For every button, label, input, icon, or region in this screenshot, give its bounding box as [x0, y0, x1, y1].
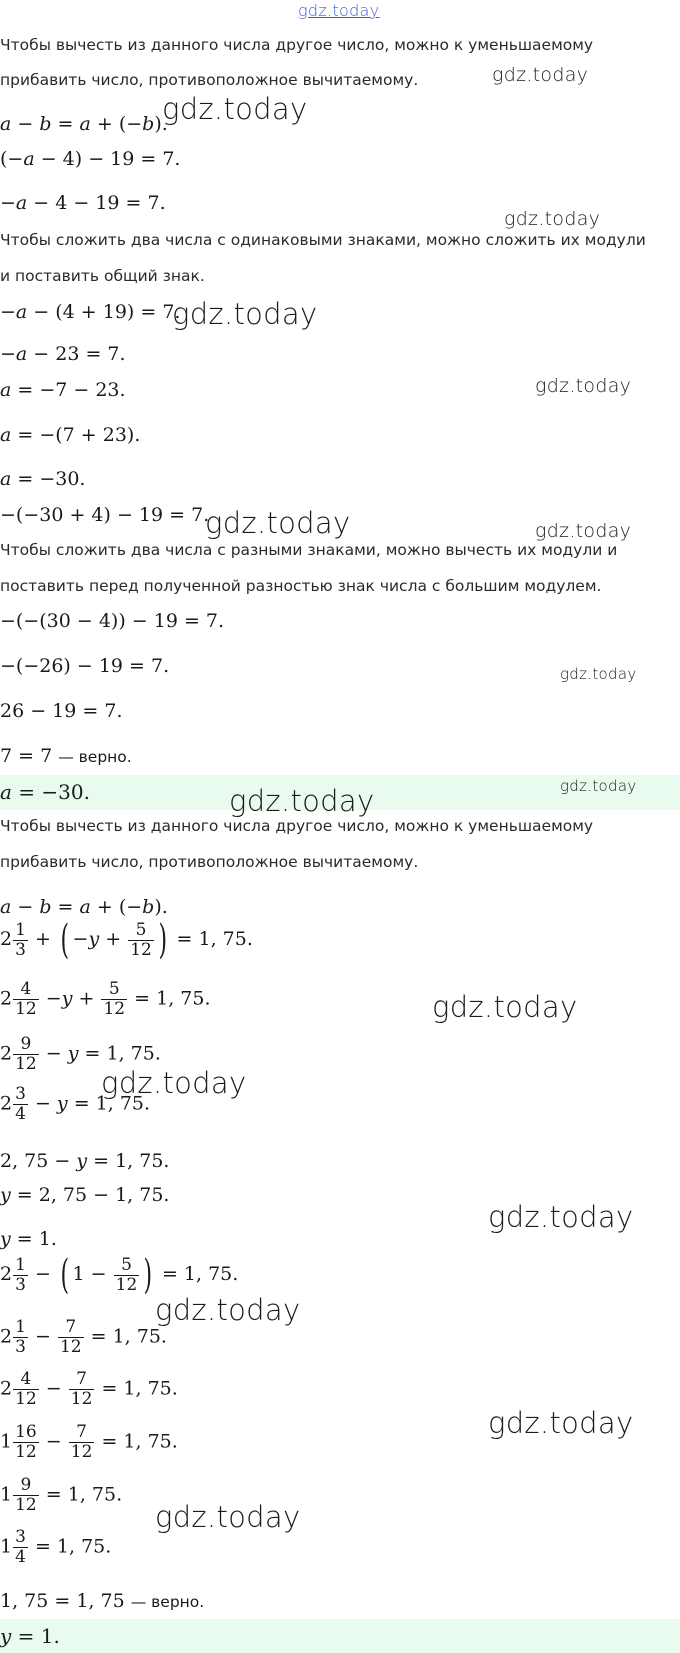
step: y = 2, 75 − 1, 75. — [0, 1184, 170, 1206]
step-check-3: 2 $\frac{4}{12}$ − $\frac{7}{12}$ = 1, 75. — [0, 1369, 178, 1409]
step-fraction-2: 2 $\frac{4}{12}$ −y + $\frac{5}{12}$ = 1, 75. — [0, 979, 211, 1019]
rule-subtract-line2: прибавить число, противоположное вычитаемому. — [0, 71, 419, 89]
step-check-1: 2 $\frac{1}{3}$ − ( 1 − $\frac{5}{12}$ ) = 1, 75. — [0, 1252, 239, 1298]
watermark-top: gdz.today — [298, 1, 380, 20]
fraction: $\frac{1}{3}$ — [15, 919, 26, 960]
watermark: gdz.today — [488, 1406, 634, 1440]
rule-subtract-line1: Чтобы вычесть из данного числа другое число, можно к уменьшаемому — [0, 817, 594, 835]
step: (−a − 4) − 19 = 7. — [0, 148, 181, 170]
answer-a: a = −30. — [0, 780, 90, 804]
watermark: gdz.today — [492, 64, 589, 86]
watermark: gdz.today — [155, 1293, 301, 1327]
step: −(−26) − 19 = 7. — [0, 655, 170, 677]
step: a − b = a + (−b). — [0, 896, 168, 918]
fraction: $\frac{5}{12}$ — [130, 919, 152, 960]
step: −a − 4 − 19 = 7. — [0, 192, 166, 214]
step: −(−30 + 4) − 19 = 7. — [0, 504, 210, 526]
rule-diff-signs-line2: поставить перед полученной разностью знак числа с большим модулем. — [0, 577, 602, 595]
watermark: gdz.today — [560, 665, 637, 683]
check-word: — верно. — [58, 748, 132, 766]
step: 2, 75 − y = 1, 75. — [0, 1150, 170, 1172]
step-fraction-1: 2 $\frac{1}{3}$ + ( −y + $\frac{5}{12}$ ) = 1, 75. — [0, 917, 253, 963]
watermark: gdz.today — [504, 208, 601, 230]
check-line: 1, 75 = 1, 75 — верно. — [0, 1590, 205, 1612]
watermark: gdz.today — [162, 92, 308, 126]
step: −(−(30 − 4)) − 19 = 7. — [0, 610, 225, 632]
check-line — [0, 745, 132, 767]
step: y = 1. — [0, 1228, 57, 1250]
step-fraction-4: 2 $\frac{3}{4}$ − y = 1, 75. — [0, 1084, 151, 1124]
watermark: gdz.today — [560, 777, 637, 795]
rule-subtract-line2: прибавить число, противоположное вычитаемому. — [0, 853, 419, 871]
step-check-2: 2 $\frac{1}{3}$ − $\frac{7}{12}$ = 1, 75. — [0, 1317, 167, 1357]
step: 26 − 19 = 7. — [0, 700, 123, 722]
step-check-5: 1 $\frac{9}{12}$ = 1, 75. — [0, 1475, 123, 1515]
watermark: gdz.today — [535, 520, 632, 542]
rule-same-signs-line1: Чтобы сложить два числа с одинаковыми знаками, можно сложить их модули — [0, 231, 646, 249]
step: −a − 23 = 7. — [0, 343, 126, 365]
step: −a − (4 + 19) = 7. — [0, 301, 181, 323]
rule-same-signs-line2: и поставить общий знак. — [0, 267, 205, 285]
step: a = −30. — [0, 468, 86, 490]
check-equation: 7 = 7 — [0, 745, 53, 767]
watermark: gdz.today — [535, 375, 632, 397]
step-fraction-3: 2 $\frac{9}{12}$ − y = 1, 75. — [0, 1034, 161, 1074]
step-check-4: 1 $\frac{16}{12}$ − $\frac{7}{12}$ = 1, 75. — [0, 1422, 178, 1462]
rule-diff-signs-line1: Чтобы сложить два числа с разными знаками, можно вычесть их модули и — [0, 541, 618, 559]
watermark: gdz.today — [488, 1200, 634, 1234]
watermark: gdz.today — [229, 784, 375, 818]
watermark: gdz.today — [432, 990, 578, 1024]
step: a − b = a + (−b). — [0, 113, 168, 135]
step: a = −(7 + 23). — [0, 424, 141, 446]
answer-y: y = 1. — [0, 1624, 60, 1648]
rule-subtract-line1: Чтобы вычесть из данного числа другое число, можно к уменьшаемому — [0, 36, 594, 54]
watermark: gdz.today — [155, 1500, 301, 1534]
watermark: gdz.today — [205, 506, 351, 540]
step: a = −7 − 23. — [0, 379, 126, 401]
watermark: gdz.today — [101, 1066, 247, 1100]
watermark: gdz.today — [172, 297, 318, 331]
step-check-6: 1 $\frac{3}{4}$ = 1, 75. — [0, 1527, 112, 1567]
answer-highlight-y — [0, 1619, 680, 1653]
